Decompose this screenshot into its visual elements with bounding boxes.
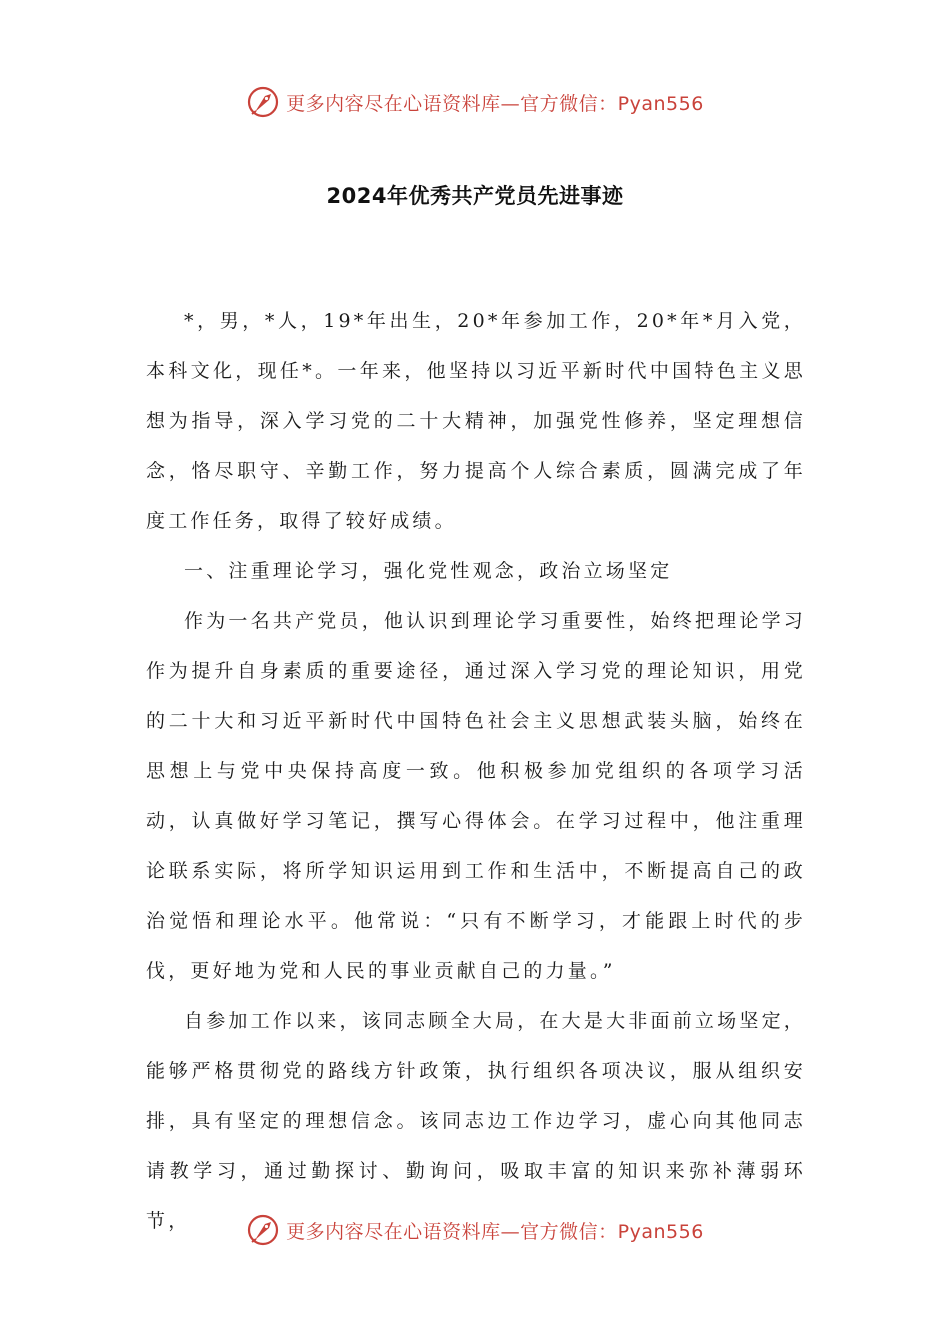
watermark-label: 更多内容尽在心语资料库—官方微信： (286, 1220, 618, 1243)
section-heading: 一、注重理论学习，强化党性观念，政治立场坚定 (184, 560, 673, 582)
watermark-label: 更多内容尽在心语资料库—官方微信： (286, 92, 618, 115)
paragraph-political-stance: 自参加工作以来，该同志顾全大局，在大是大非面前立场坚定，能够严格贯彻党的路线方针政策，执行组织各项决议，服从组织安排，具有坚定的理想信念。该同志边工作边学习，虚心向其他同志请教学习，通过勤探讨、勤询问，吸取丰富的知识来弥补薄弱环节， (146, 1010, 806, 1232)
paragraph-theory-study: 作为一名共产党员，他认识到理论学习重要性，始终把理论学习作为提升自身素质的重要途径，通过深入学习党的理论知识，用党的二十大和习近平新时代中国特色社会主义思想武装头脑，始终在思想上与党中央保持高度一致。他积极参加党组织的各项学习活动，认真做好学习笔记，撰写心得体会。在学习过程中，他注重理论联系实际，将所学知识运用到工作和生活中，不断提高自己的政治觉悟和理论水平。他常说：“只有不断学习，才能跟上时代的步伐，更好地为党和人民的事业贡献自己的力量。” (146, 610, 806, 982)
document-body (146, 296, 806, 1246)
watermark-brand: Pyan556 (617, 1220, 704, 1243)
watermark-text (286, 1217, 704, 1244)
header-watermark (0, 82, 950, 122)
pen-nib-circle-icon (246, 1213, 280, 1247)
footer-watermark (0, 1210, 950, 1250)
paragraph-intro: *，男，*人，19*年出生，20*年参加工作，20*年*月入党，本科文化，现任*。一年来，他坚持以习近平新时代中国特色主义思想为指导，深入学习党的二十大精神，加强党性修养，坚定理想信念，恪尽职守、辛勤工作，努力提高个人综合素质，圆满完成了年度工作任务，取得了较好成绩。 (146, 310, 806, 532)
watermark-text (286, 89, 704, 116)
pen-nib-circle-icon (246, 85, 280, 119)
page-title: 2024年优秀共产党员先进事迹 (326, 184, 624, 208)
watermark-brand: Pyan556 (617, 92, 704, 115)
